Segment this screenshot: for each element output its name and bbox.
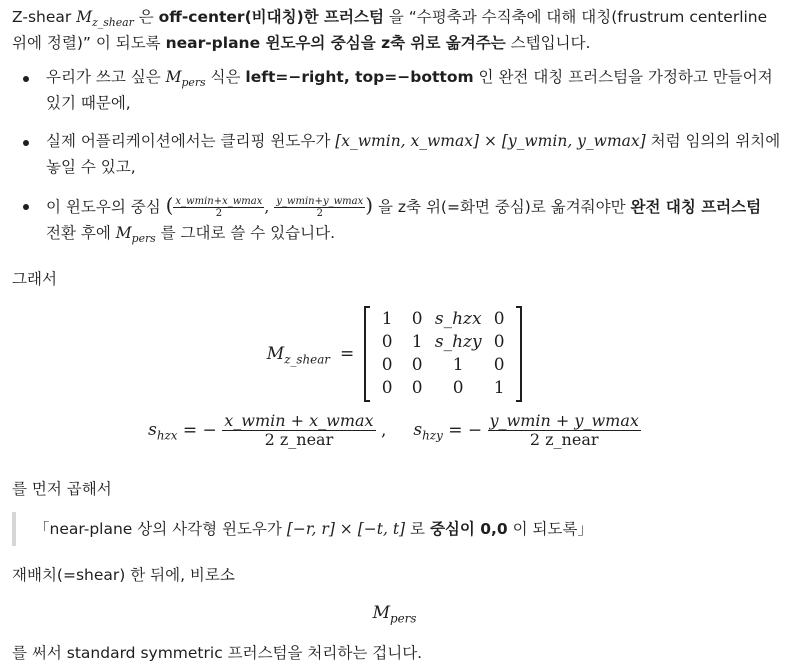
multiply-first-text: 를 먼저 곱해서 xyxy=(12,480,112,498)
center-frac-y: $\frac{y\_wmin+y\_wmax}{2}$ xyxy=(276,195,364,219)
shzy-fraction: $\frac{y\_wmin + y\_wmax}{\text{2 z\_near}}$ xyxy=(489,411,639,450)
matrix-cell: 0 xyxy=(493,332,505,352)
blockquote: 「near-plane 상의 사각형 윈도우가 [−r, r] × [−t, t] 로 중심이 0,0 이 되도록」 xyxy=(12,512,593,546)
bullet-item-3: 이 윈도우의 중심 ( $\frac{x\_wmin+x\_wmax}{2}$ , $\frac{y\_wmin+y\_wmax}{2}$ ) 을 z축 위(=화면 중심)로 옮겨줘야만 완전 대칭 프러스텀 전환 후에 $M_{pers}$ 를 그대로 쓸 수 있습니다. xyxy=(12,192,781,246)
intro-text: 을 “수평축과 수직축에 대해 대칭(frustrum centerline 위에 정렬)” 이 되도록 xyxy=(12,8,768,52)
intro-bold-nearplane: near-plane 윈도우의 중심을 z축 위로 옮겨주는 xyxy=(165,34,506,52)
shzy-symbol: $s_{hzy}$ xyxy=(413,420,443,443)
matrix-cell: 0 xyxy=(452,378,464,398)
clip-window-math: [x_wmin, x_wmax] × [y_wmin, y_wmax] xyxy=(335,132,646,150)
matrix-cell: 1 xyxy=(411,332,423,352)
shzx-symbol: $s_{hzx}$ xyxy=(148,420,178,443)
final-text: 를 써서 standard symmetric 프러스텀을 처리하는 겁니다. xyxy=(12,644,423,662)
bullet-bold-symmetric: left=−right, top=−bottom xyxy=(245,68,474,86)
matrix-cell: s_hzx xyxy=(434,309,482,329)
m-pers-symbol: $M_{pers}$ xyxy=(115,224,156,246)
m-pers-symbol: $M_{pers}$ xyxy=(372,603,417,626)
matrix-cell: 0 xyxy=(411,309,423,329)
intro-bold-offcenter: off-center(비대칭)한 프러스텀 xyxy=(158,8,384,26)
bullet-bold-full-symmetric: 완전 대칭 프러스텀 xyxy=(630,198,762,216)
bullet-item-1: 우리가 쓰고 싶은 $M_{pers}$ 식은 left=−right, top=−bottom 인 완전 대칭 프러스텀을 가정하고 만들어져 있기 때문에, xyxy=(12,64,781,116)
matrix-cell: 0 xyxy=(381,355,393,375)
matrix-cell: 0 xyxy=(411,378,423,398)
quote-bold-center: 중심이 0,0 xyxy=(429,520,508,538)
after-shear-text: 재배치(=shear) 한 뒤에, 비로소 xyxy=(12,566,235,584)
matrix-lhs: $M_{z\_shear}$ xyxy=(266,344,330,367)
matrix-cell: 0 xyxy=(381,332,393,352)
matrix-cell: s_hzy xyxy=(434,332,482,352)
m-pers-symbol: $M_{pers}$ xyxy=(165,68,206,90)
shear-matrix xyxy=(364,306,522,402)
quote-math: [−r, r] × [−t, t] xyxy=(286,520,406,538)
matrix-equation xyxy=(0,306,789,402)
center-frac-x: $\frac{x\_wmin+x\_wmax}{2}$ xyxy=(175,195,263,219)
therefore-text: 그래서 xyxy=(12,270,57,288)
intro-text: Z-shear xyxy=(12,8,77,26)
matrix-cell: 0 xyxy=(493,355,505,375)
matrix-cell: 1 xyxy=(452,355,464,375)
matrix-cell: 0 xyxy=(411,355,423,375)
matrix-cell: 1 xyxy=(381,309,393,329)
intro-text: 스텝입니다. xyxy=(505,34,591,52)
equals-sign: = xyxy=(339,344,355,364)
intro-text: 은 xyxy=(133,8,159,26)
matrix-cell: 1 xyxy=(493,378,505,398)
matrix-cell: 0 xyxy=(493,309,505,329)
bullet-list xyxy=(12,64,781,246)
m-zshear-symbol: $M_{z\_shear}$ xyxy=(76,8,134,30)
mpers-display xyxy=(0,600,789,626)
bullet-item-2: 실제 어플리케이션에서는 클리핑 윈도우가 [x_wmin, x_wmax] × [y_wmin, y_wmax] 처럼 임의의 위치에 놓일 수 있고, xyxy=(12,128,781,180)
matrix-cell: 0 xyxy=(381,378,393,398)
shzx-fraction: $\frac{x\_wmin + x\_wmax}{\text{2 z\_near}}$ xyxy=(224,411,374,450)
shear-values-equation: $s_{hzx}$ = − $\frac{x\_wmin + x\_wmax}{\text{2 z\_near}}$ , $s_{hzy}$ = − $\frac{y\_wmin + y\_wmax}{\text{2 z\_near}}$ xyxy=(148,411,639,450)
intro-paragraph xyxy=(12,4,777,56)
